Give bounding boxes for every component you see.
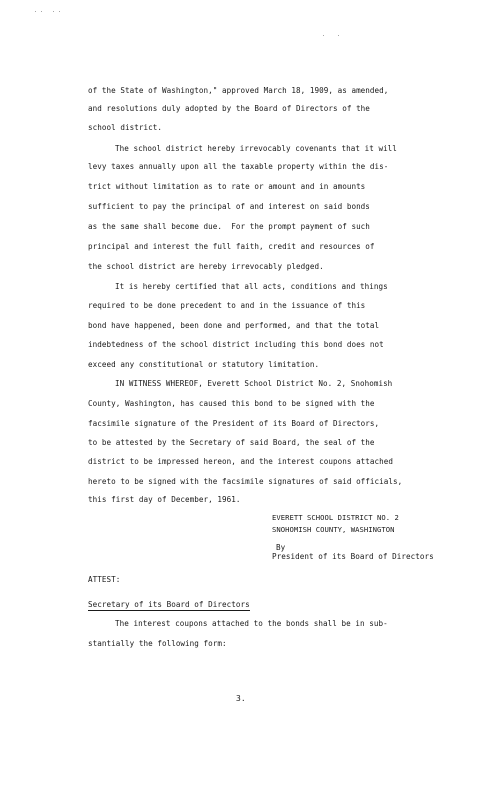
scan-mark-top-left: . . . . — [34, 8, 62, 14]
district-name-line: EVERETT SCHOOL DISTRICT NO. 2 — [272, 513, 399, 522]
body-line: as the same shall become due. For the prompt payment of such — [88, 222, 370, 231]
body-line: facsimile signature of the President of its Board of Directors, — [88, 419, 380, 428]
by-label: By — [276, 543, 286, 552]
body-line: and resolutions duly adopted by the Board of Directors of the — [88, 104, 370, 113]
body-line: of the State of Washington," approved March 18, 1909, as amended, — [88, 86, 389, 95]
body-line: indebtedness of the school district including this bond does not — [88, 340, 384, 349]
body-line: hereto to be signed with the facsimile signatures of said officials, — [88, 477, 403, 486]
body-line: exceed any constitutional or statutory limitation. — [88, 360, 320, 369]
body-line: required to be done precedent to and in the issuance of this — [88, 301, 366, 310]
body-line: principal and interest the full faith, credit and resources of — [88, 242, 375, 251]
body-line: The interest coupons attached to the bonds shall be in sub- — [115, 619, 388, 628]
body-line: trict without limitation as to rate or amount and in amounts — [88, 182, 366, 191]
county-line: SNOHOMISH COUNTY, WASHINGTON — [272, 525, 395, 534]
scan-mark-top-right: . . — [322, 32, 341, 38]
body-line: to be attested by the Secretary of said Board, the seal of the — [88, 438, 375, 447]
page-number: 3. — [236, 694, 246, 703]
president-line: President of its Board of Directors — [272, 552, 434, 561]
body-line: It is hereby certified that all acts, conditions and things — [115, 282, 388, 291]
body-line: the school district are hereby irrevocably pledged. — [88, 262, 324, 271]
body-line: bond have happened, been done and performed, and that the total — [88, 321, 380, 330]
body-line: school district. — [88, 123, 162, 132]
body-line: sufficient to pay the principal of and interest on said bonds — [88, 202, 370, 211]
body-line: County, Washington, has caused this bond to be signed with the — [88, 399, 375, 408]
secretary-line: Secretary of its Board of Directors — [88, 600, 250, 609]
body-line: The school district hereby irrevocably covenants that it will — [115, 144, 397, 153]
body-line: IN WITNESS WHEREOF, Everett School District No. 2, Snohomish — [115, 379, 393, 388]
attest-label: ATTEST: — [88, 575, 121, 584]
body-line: stantially the following form: — [88, 639, 227, 648]
body-line: this first day of December, 1961. — [88, 495, 241, 504]
body-line: levy taxes annually upon all the taxable property within the dis- — [88, 162, 389, 171]
body-line: district to be impressed hereon, and the interest coupons attached — [88, 457, 394, 466]
